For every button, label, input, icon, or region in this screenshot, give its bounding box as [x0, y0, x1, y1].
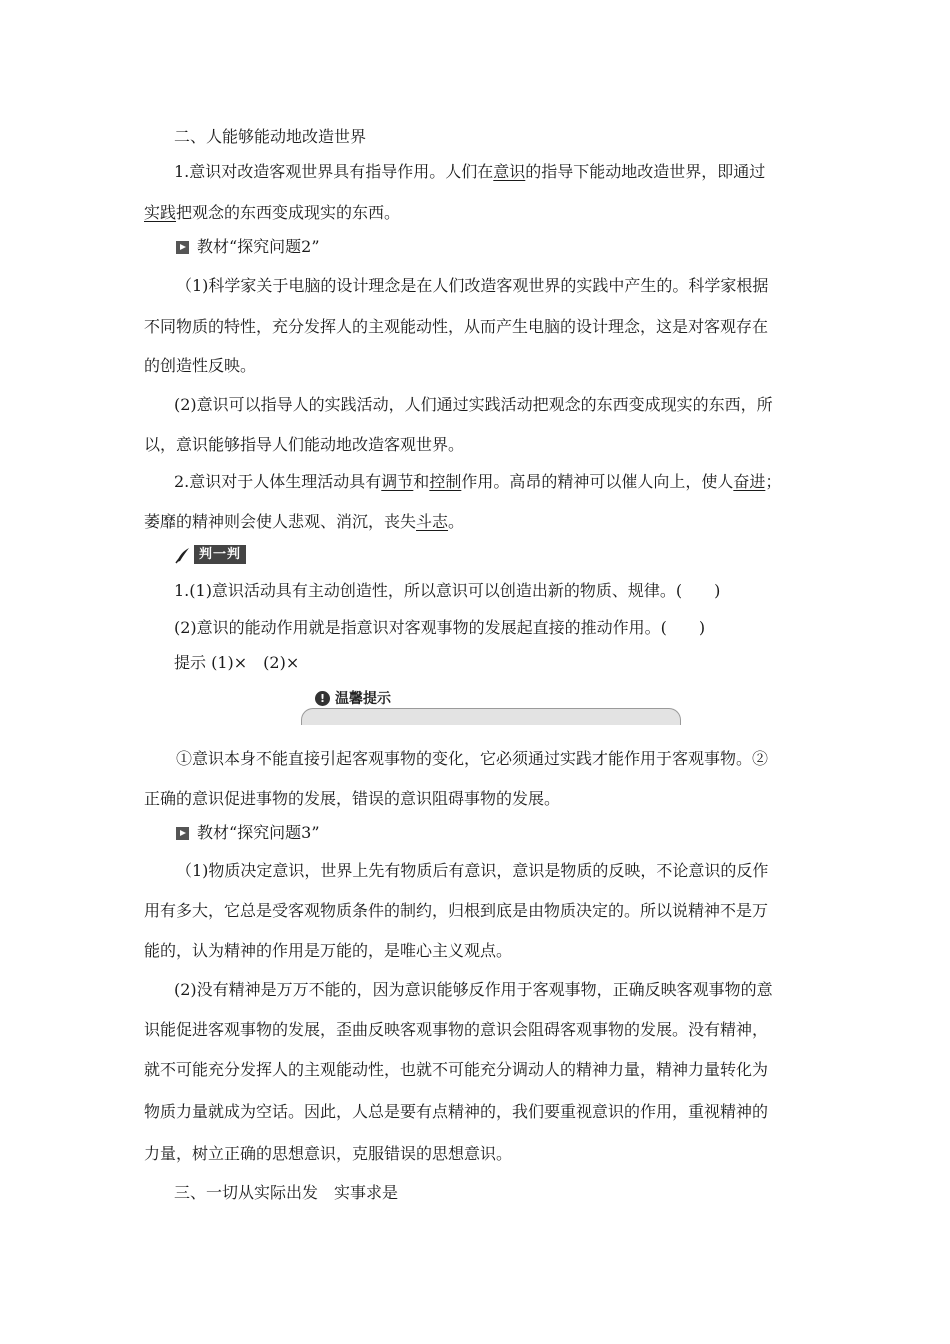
material-3-p2-line: 识能促进客观事物的发展，歪曲反映客观事物的意识会阻碍客观事物的发展。没有精神， [144, 1020, 769, 1039]
material-2-p1-line: （1)科学家关于电脑的设计理念是在人们改造客观世界的实践中产生的。科学家根据 [176, 276, 769, 295]
pen-icon [174, 546, 192, 564]
point-1-line-2: 实践把观念的东西变成现实的东西。 [144, 203, 401, 222]
blank-answer: 斗志 [416, 512, 449, 531]
material-3-p2-line: 力量，树立正确的思想意识，克服错误的思想意识。 [144, 1144, 513, 1163]
play-icon [176, 827, 189, 840]
exclamation-icon: ! [315, 691, 330, 706]
play-icon [176, 241, 189, 254]
blank-answer: 奋进 [733, 472, 766, 491]
tip-bar [301, 708, 681, 725]
judge-label: 判一判 [194, 545, 246, 564]
material-3-p2-line: (2)没有精神是万万不能的，因为意识能够反作用于客观事物，正确反映客观事物的意 [174, 980, 773, 999]
material-3-p1-line: （1)物质决定意识，世界上先有物质后有意识，意识是物质的反映，不论意识的反作 [176, 861, 769, 880]
section-heading: 三、一切从实际出发 实事求是 [174, 1183, 399, 1202]
material-marker: 教材“探究问题3” [176, 822, 320, 844]
material-2-p1-line: 不同物质的特性，充分发挥人的主观能动性，从而产生电脑的设计理念，这是对客观存在 [144, 317, 769, 336]
judge-header [174, 545, 246, 564]
material-3-p2-line: 物质力量就成为空话。因此，人总是要有点精神的，我们要重视意识的作用，重视精神的 [144, 1102, 769, 1121]
point-2-line-2: 萎靡的精神则会使人悲观、消沉，丧失斗志。 [144, 512, 465, 531]
material-2-p2-line: 以，意识能够指导人们能动地改造客观世界。 [144, 435, 465, 454]
tip-line: ①意识本身不能直接引起客观事物的变化，它必须通过实践才能作用于客观事物。② [176, 749, 769, 768]
material-2-p2-line: (2)意识可以指导人的实践活动，人们通过实践活动把观念的东西变成现实的东西，所 [174, 395, 773, 414]
judge-answer: 提示 (1)× (2)× [174, 653, 300, 672]
material-marker: 教材“探究问题2” [176, 236, 320, 258]
judge-question: 1.(1)意识活动具有主动创造性，所以意识可以创造出新的物质、规律。( ) [174, 581, 721, 600]
section-heading: 二、人能够能动地改造世界 [174, 127, 367, 146]
material-3-p1-line: 能的，认为精神的作用是万能的，是唯心主义观点。 [144, 941, 513, 960]
tip-box [301, 686, 681, 726]
material-2-p1-line: 的创造性反映。 [144, 356, 257, 375]
judge-question: (2)意识的能动作用就是指意识对客观事物的发展起直接的推动作用。( ) [174, 618, 706, 637]
point-2-line-1: 2.意识对于人体生理活动具有调节和控制作用。高昂的精神可以催人向上，使人奋进； [174, 472, 782, 491]
blank-answer: 控制 [429, 472, 462, 491]
blank-answer: 实践 [144, 203, 177, 222]
material-3-p2-line: 就不可能充分发挥人的主观能动性，也就不可能充分调动人的精神力量，精神力量转化为 [144, 1060, 769, 1079]
point-1-line-1: 1.意识对改造客观世界具有指导作用。人们在意识的指导下能动地改造世界，即通过 [174, 162, 766, 181]
tip-title: ! 温馨提示 [315, 688, 391, 708]
blank-answer: 调节 [381, 472, 414, 491]
material-3-p1-line: 用有多大，它总是受客观物质条件的制约，归根到底是由物质决定的。所以说精神不是万 [144, 901, 769, 920]
tip-line: 正确的意识促进事物的发展，错误的意识阻碍事物的发展。 [144, 789, 561, 808]
blank-answer: 意识 [493, 162, 526, 181]
